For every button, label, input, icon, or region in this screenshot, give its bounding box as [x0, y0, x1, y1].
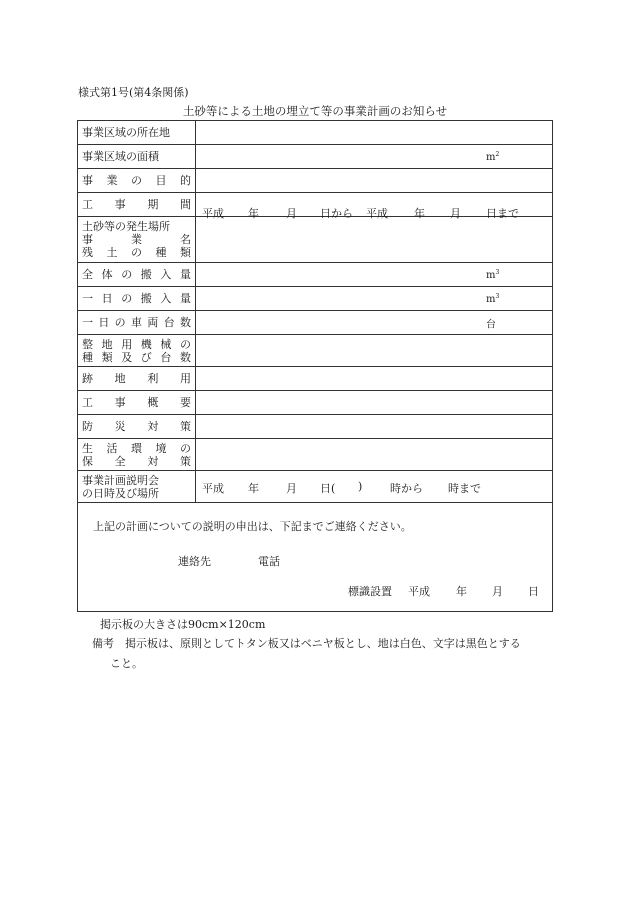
table-row	[78, 391, 553, 415]
remarks	[92, 634, 562, 674]
row-label-daily-volume: 一 日 の 搬 入 量	[78, 287, 196, 311]
row-label-period: 工 事 期 間	[78, 193, 196, 217]
table-row	[78, 145, 553, 169]
row-label-purpose: 事 業 の 目 的	[78, 169, 196, 193]
machines-value	[196, 335, 553, 367]
contact-line	[178, 553, 280, 569]
table-row	[78, 287, 553, 311]
table-row	[78, 335, 553, 367]
vehicles-value	[196, 311, 553, 335]
row-label-source: 土砂等の発生場所 事 業 名 残 土 の 種 類	[78, 217, 196, 263]
table-row	[78, 503, 553, 612]
land-use-value	[196, 367, 553, 391]
daily-volume-unit: $m^3$	[486, 292, 500, 305]
row-label-total-volume: 全 体 の 搬 入 量	[78, 263, 196, 287]
row-label-machines: 整 地 用 機 械 の 種 類 及 び 台 数	[78, 335, 196, 367]
row-label-location: 事業区域の所在地	[78, 121, 196, 145]
row-label-environment: 生 活 環 境 の 保 全 対 策	[78, 439, 196, 471]
row-label-area: 事業区域の面積	[78, 145, 196, 169]
table-row	[78, 367, 553, 391]
purpose-value	[196, 169, 553, 193]
notice-cell: 上記の計画についての説明の申出は、下記までご連絡ください。 連絡先 電話 標識設置 平成 年 月 日	[78, 503, 553, 612]
notice-text: 上記の計画についての説明の申出は、下記までご連絡ください。	[93, 520, 412, 533]
disaster-value	[196, 415, 553, 439]
table-row	[78, 217, 553, 263]
total-volume-unit: $m^3$	[486, 268, 500, 281]
form-number-label: 様式第1号(第4条関係)	[78, 86, 189, 99]
table-row	[78, 471, 553, 503]
row-label-disaster: 防 災 対 策	[78, 415, 196, 439]
table-row	[78, 121, 553, 145]
environment-value	[196, 439, 553, 471]
overview-value	[196, 391, 553, 415]
daily-volume-value	[196, 287, 553, 311]
remarks-line: こと。	[110, 657, 143, 670]
row-label-land-use: 跡 地 利 用	[78, 367, 196, 391]
board-size-note: 掲示板の大きさは90cm×120cm	[100, 618, 266, 631]
table-row	[78, 263, 553, 287]
vehicles-unit: 台	[486, 319, 496, 330]
meeting-value: 平成 年 月 日( ) 時から 時まで	[196, 471, 553, 503]
row-label-meeting: 事業計画説明会 の日時及び場所	[78, 471, 196, 503]
period-value: 平成 年 月 日から 平成 年 月 日まで	[196, 193, 553, 217]
plan-table	[77, 120, 553, 612]
area-value	[196, 145, 553, 169]
source-value	[196, 217, 553, 263]
table-row	[78, 311, 553, 335]
row-label-overview: 工 事 概 要	[78, 391, 196, 415]
table-row	[78, 169, 553, 193]
total-volume-value	[196, 263, 553, 287]
document-title: 土砂等による土地の埋立て等の事業計画のお知らせ	[182, 104, 448, 118]
remarks-line: 備考 掲示板は、原則としてトタン板又はベニヤ板とし、地は白色、文字は黒色とする	[92, 637, 521, 650]
area-unit: $m^2$	[486, 150, 500, 163]
contact-label: 連絡先	[178, 555, 211, 568]
phone-label: 電話	[258, 555, 280, 568]
row-label-vehicles: 一 日 の 車 両 台 数	[78, 311, 196, 335]
table-row	[78, 439, 553, 471]
table-row	[78, 193, 553, 217]
location-value	[196, 121, 553, 145]
table-row	[78, 415, 553, 439]
